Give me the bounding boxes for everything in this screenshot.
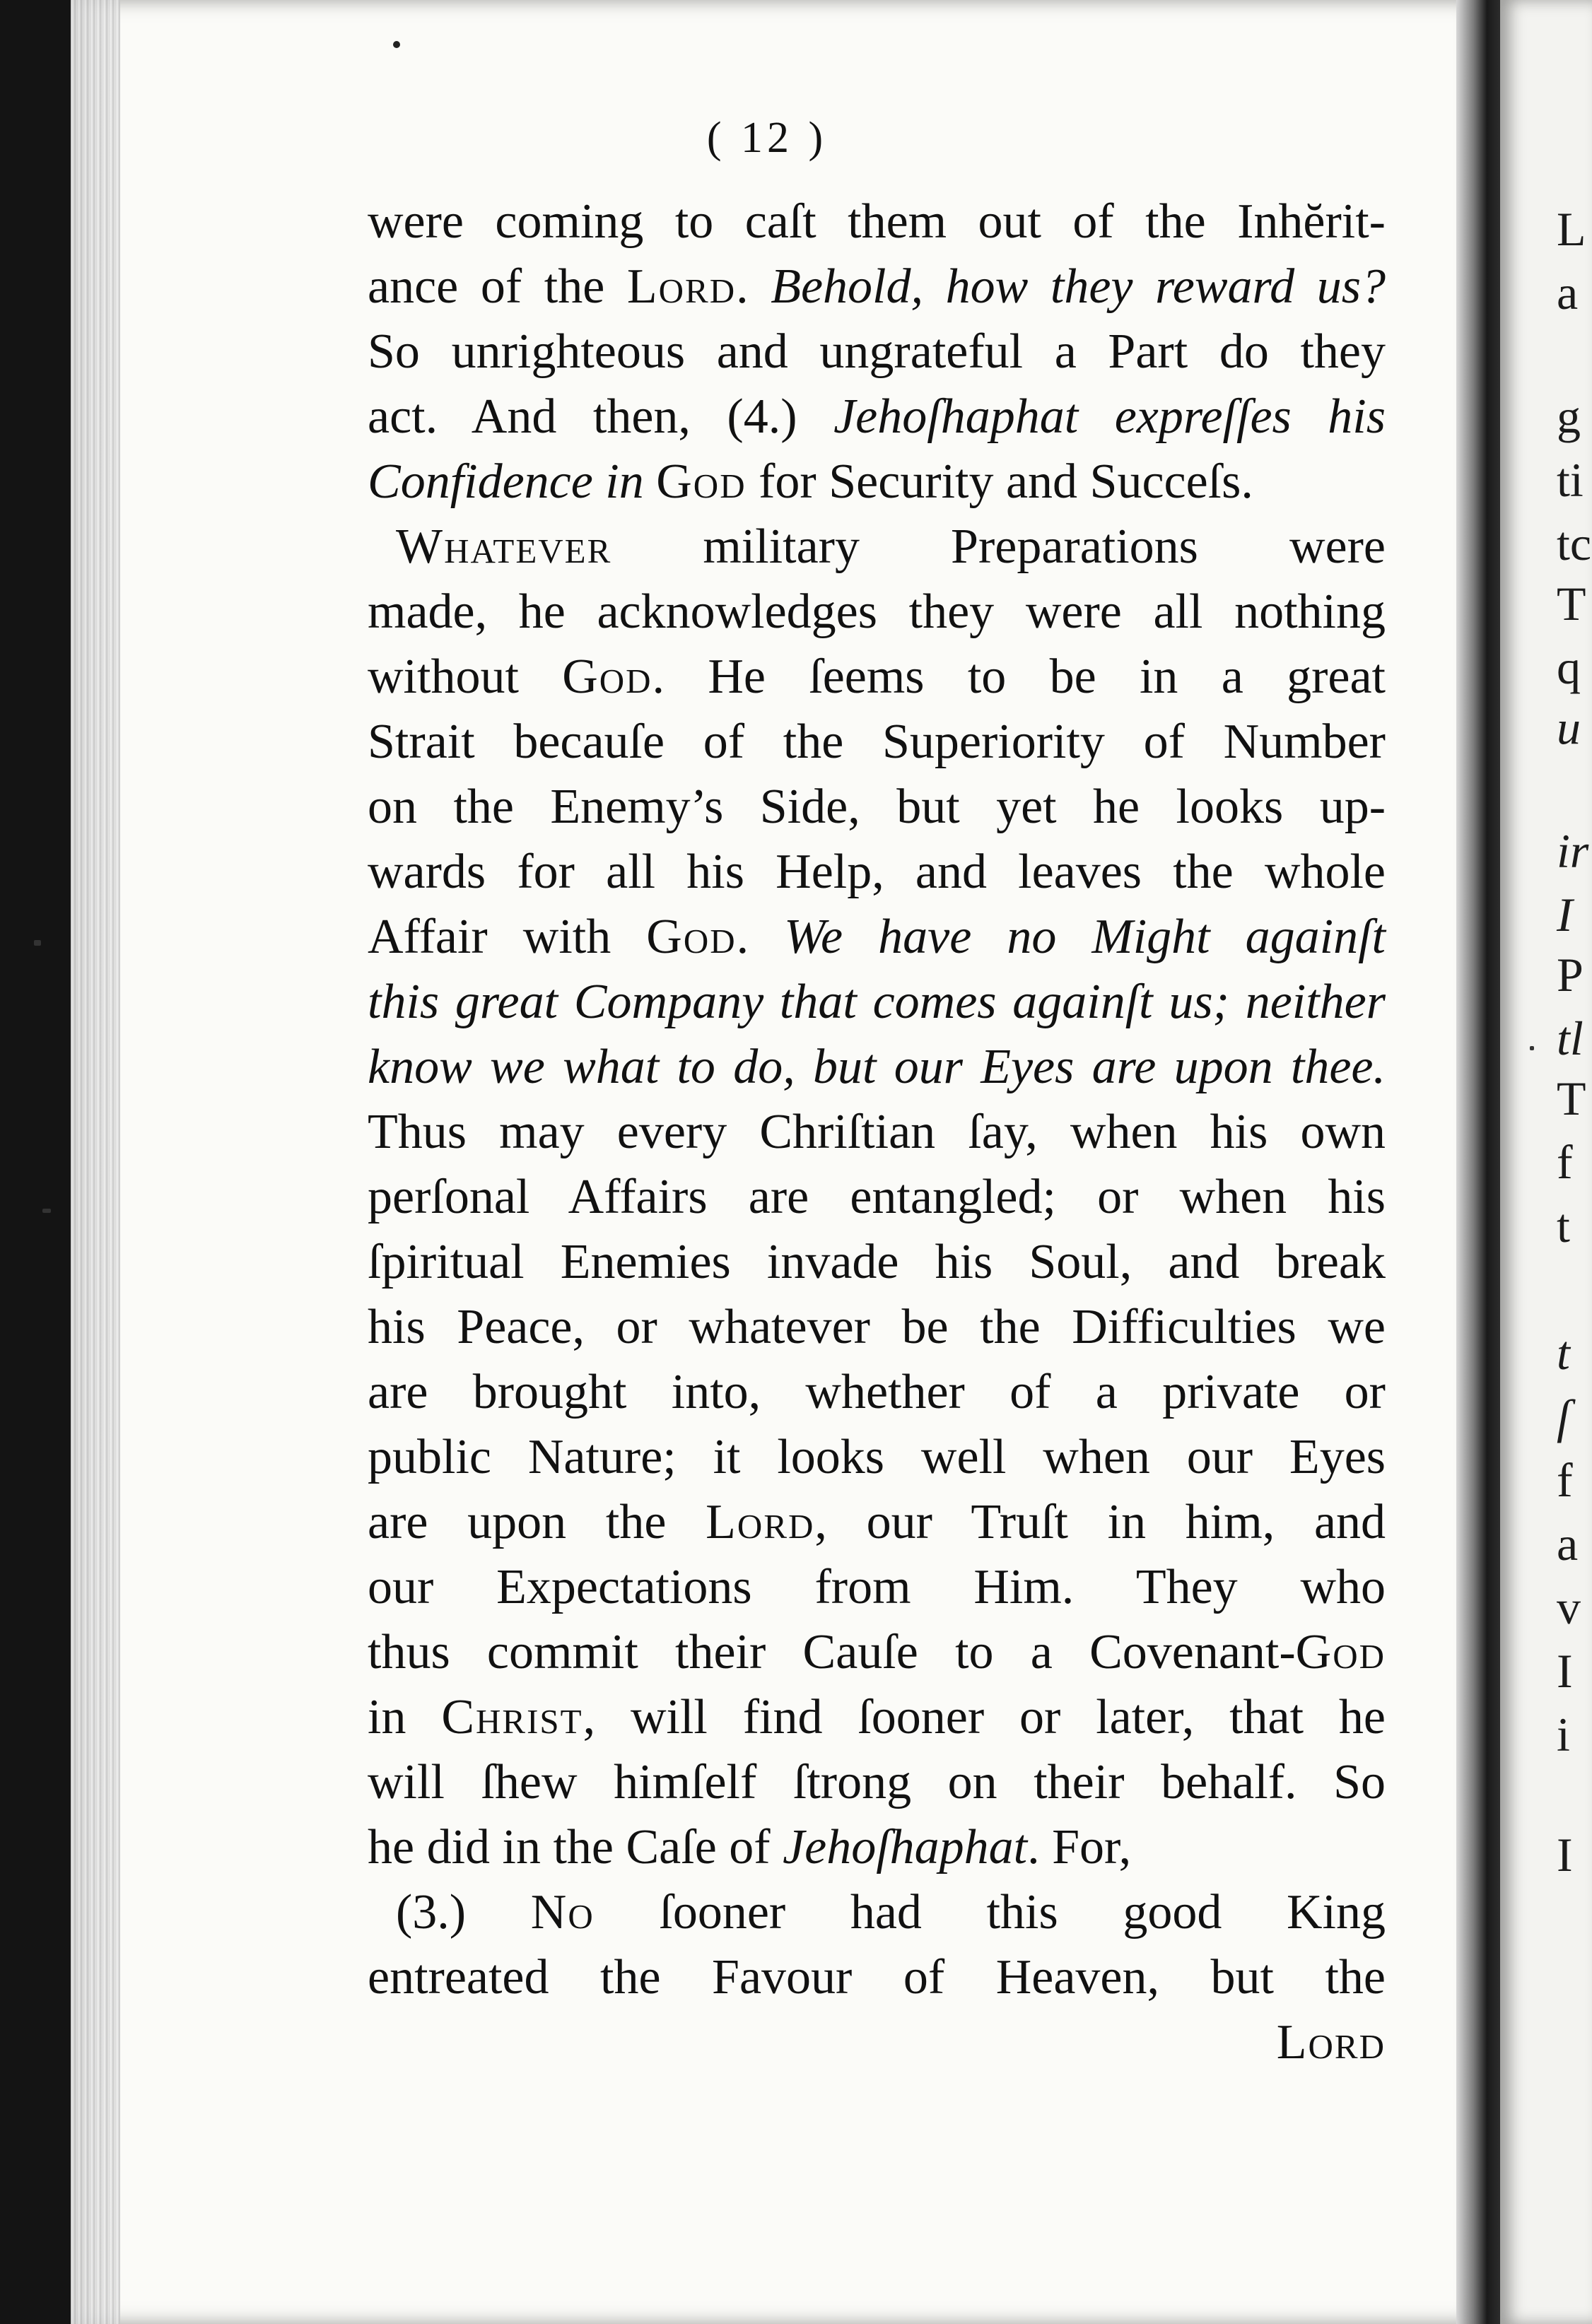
text-line (368, 840, 1386, 905)
italic-text: Confidence in (368, 454, 644, 509)
text-line (368, 1750, 1386, 1815)
text-line (368, 319, 1386, 385)
small-caps-word: Lord (706, 1495, 815, 1549)
text-run: Strait becauſe of the Superiority of Number (368, 715, 1386, 769)
text-run: , will find ſooner or later, that he (583, 1690, 1386, 1744)
italic-text: We have no Might againſt (784, 910, 1386, 964)
facing-page-fragment: L (1557, 202, 1586, 256)
text-run: (3.) (396, 1885, 531, 1939)
text-line (368, 1165, 1386, 1230)
text-run: his Peace, or whatever be the Difficulties we (368, 1300, 1386, 1354)
text-run: without (368, 650, 563, 704)
text-run: perſonal Affairs are entangled; or when his (368, 1170, 1386, 1224)
facing-page-fragment: T (1557, 1072, 1586, 1125)
text-line (368, 1035, 1386, 1100)
text-run (644, 454, 657, 509)
italic-text: Jehoſhaphat expreſſes his (833, 389, 1386, 444)
text-run: , our Truſt in him, and (814, 1495, 1386, 1549)
text-line (368, 385, 1386, 450)
small-caps-word: Christ (441, 1690, 583, 1744)
text-run: ance of the (368, 259, 627, 314)
text-run: on the Enemy’s Side, but yet he looks up- (368, 780, 1386, 834)
text-run: our Expectations from Him. They who (368, 1560, 1386, 1614)
text-line (368, 1685, 1386, 1750)
text-line (368, 1490, 1386, 1555)
text-run: ſpiritual Enemies invade his Soul, and break (368, 1235, 1386, 1289)
facing-page-fragment: f (1557, 1453, 1573, 1507)
ink-speck (1530, 1046, 1534, 1050)
body-text (368, 189, 1386, 2075)
text-line (368, 2010, 1386, 2075)
text-run: . (736, 259, 771, 314)
text-run: wards for all his Help, and leaves the whole (368, 845, 1386, 899)
text-line (368, 1880, 1386, 1945)
text-line (368, 1945, 1386, 2010)
book-gutter (1456, 0, 1500, 2324)
text-run: military Preparations were (611, 520, 1386, 574)
facing-page-fragment: P (1557, 948, 1584, 1002)
text-run: Affair with (368, 910, 647, 964)
text-run: . For, (1027, 1820, 1132, 1874)
text-run: So unrighteous and ungrateful a Part do they (368, 324, 1386, 379)
italic-text: know we what to do, but our Eyes are upon thee. (368, 1040, 1386, 1094)
facing-page-fragment: v (1557, 1580, 1581, 1634)
facing-page-fragment: a (1557, 266, 1579, 319)
text-run: were coming to caſt them out of the Inhĕrit- (368, 194, 1386, 249)
text-line (368, 1360, 1386, 1425)
facing-page-fragment: I (1557, 888, 1573, 941)
text-line (368, 515, 1386, 580)
text-line (368, 1815, 1386, 1880)
scan-edge-left (0, 0, 71, 2324)
italic-text: this great Company that comes againſt us; neither (368, 975, 1386, 1029)
italic-text: Behold, how they reward us? (771, 259, 1386, 314)
facing-page-fragment: t (1557, 1199, 1570, 1252)
text-line (368, 1100, 1386, 1165)
small-caps-word: God (1295, 1625, 1386, 1679)
facing-page-fragment: q (1557, 640, 1581, 694)
facing-page-fragment: g (1557, 389, 1581, 443)
facing-page-fragment: t (1557, 1326, 1570, 1380)
small-caps-word: God (646, 910, 737, 964)
text-run: Thus may every Chriſtian ſay, when his own (368, 1105, 1386, 1159)
text-line (368, 1230, 1386, 1295)
text-run: he did in the Caſe of (368, 1820, 783, 1874)
facing-page-fragment: tc (1557, 517, 1592, 570)
text-line (368, 450, 1386, 515)
small-caps-word: Lord (626, 259, 737, 314)
text-run: . He ſeems to be in a great (652, 650, 1386, 704)
facing-page-fragment: ſ (1557, 1390, 1570, 1443)
facing-page-sliver (1500, 0, 1592, 2324)
small-caps-word: God (562, 650, 652, 704)
text-run: for Security and Succeſs. (746, 454, 1253, 509)
text-line (368, 1295, 1386, 1360)
facing-page-fragment: f (1557, 1135, 1573, 1189)
ink-speck (34, 940, 41, 946)
text-run: in (368, 1690, 442, 1744)
text-run: are upon the (368, 1495, 706, 1549)
facing-page-fragment: u (1557, 700, 1581, 754)
facing-page-fragment: ti (1557, 453, 1584, 507)
facing-page-fragment: I (1557, 1644, 1573, 1698)
small-caps-word: No (530, 1885, 595, 1939)
facing-page-fragment: a (1557, 1517, 1579, 1571)
text-line (368, 254, 1386, 319)
small-caps-word: Lord (1276, 2015, 1386, 2070)
text-run: public Nature; it looks well when our Eyes (368, 1430, 1386, 1484)
small-caps-word: God (656, 454, 747, 509)
small-caps-word: Whatever (396, 520, 612, 574)
page-number: ( 12 ) (706, 114, 828, 162)
ink-speck (42, 1209, 51, 1213)
text-line (368, 645, 1386, 710)
facing-page-fragment: I (1557, 1828, 1573, 1882)
text-run: made, he acknowledges they were all nothing (368, 585, 1386, 639)
page-stack-edge (71, 0, 120, 2324)
facing-page-fragment: T (1557, 577, 1586, 630)
text-run: entreated the Favour of Heaven, but the (368, 1950, 1386, 2005)
facing-page-fragment: ir (1557, 824, 1589, 878)
facing-page-fragment: i (1557, 1708, 1570, 1761)
text-run: ſooner had this good King (594, 1885, 1386, 1939)
text-run: are brought into, whether of a private or (368, 1365, 1386, 1419)
text-line (368, 970, 1386, 1035)
text-run: will ſhew himſelf ſtrong on their behalf. So (368, 1755, 1386, 1809)
text-line (368, 710, 1386, 775)
text-line (368, 775, 1386, 840)
ink-speck (393, 41, 400, 48)
facing-page-fragment: tl (1557, 1011, 1584, 1065)
text-run: thus commit their Cauſe to a Covenant- (368, 1625, 1296, 1679)
text-line (368, 905, 1386, 970)
text-line (368, 189, 1386, 254)
italic-text: Jehoſhaphat (783, 1820, 1028, 1874)
text-line (368, 580, 1386, 645)
text-line (368, 1555, 1386, 1620)
text-line (368, 1425, 1386, 1490)
text-run: . (736, 910, 785, 964)
text-line (368, 1620, 1386, 1685)
text-run: act. And then, (4.) (368, 389, 834, 444)
